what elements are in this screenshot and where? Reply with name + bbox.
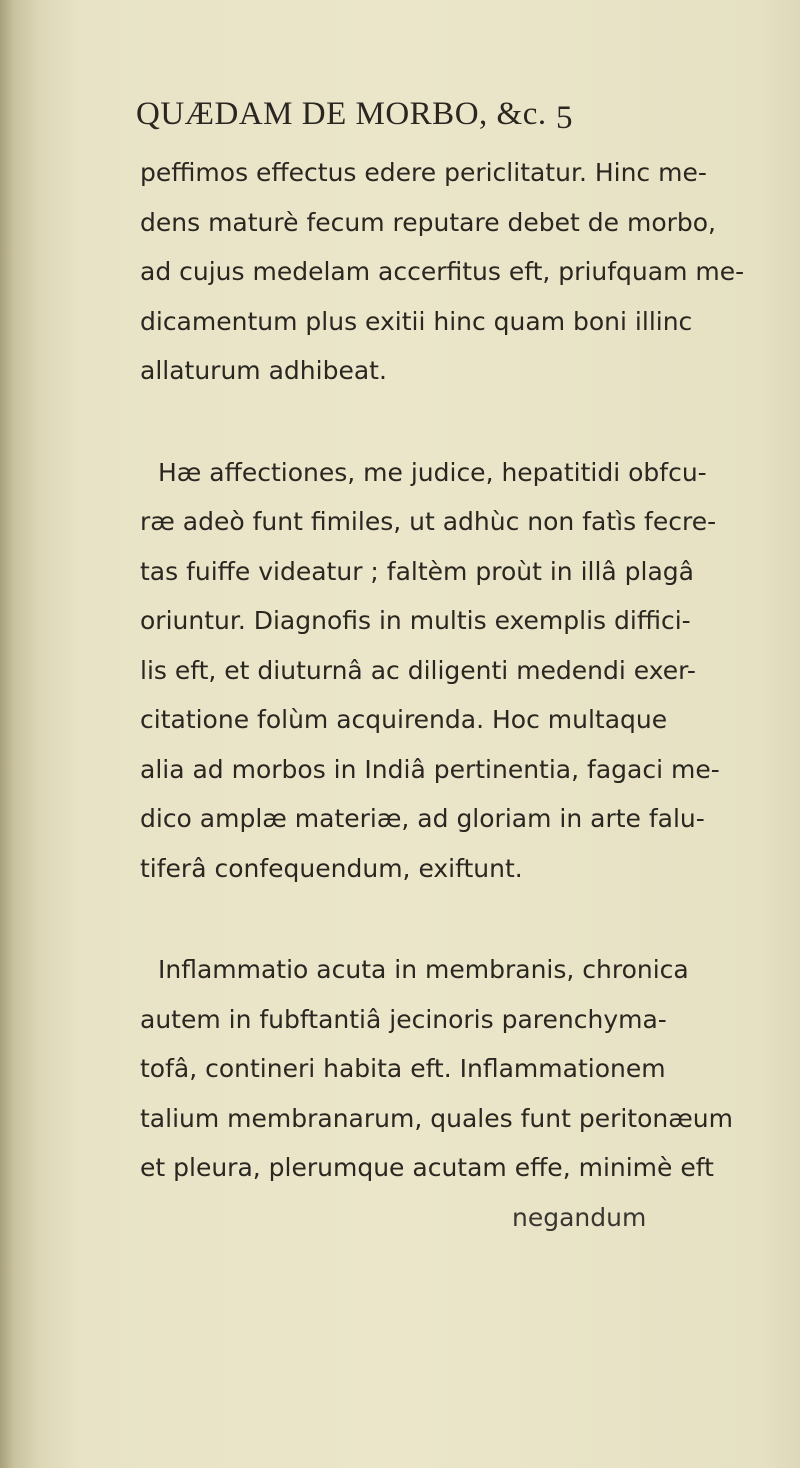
text-line: tas fuiffe videatur ; faltèm proùt in illâ plagâ: [140, 556, 694, 586]
paragraph-2: [140, 448, 780, 894]
catchword: negandum: [512, 1202, 647, 1232]
text-line: dicamentum plus exitii hinc quam boni illinc: [140, 306, 693, 336]
paragraph-spacer: [140, 396, 780, 448]
text-line: ræ adeò funt fimiles, ut adhùc non fatìs fecre-: [140, 507, 717, 536]
paragraph-spacer: [140, 893, 780, 945]
text-line: lis eft, et diuturnâ ac diligenti medendi exer-: [140, 655, 696, 685]
text-line: tiferâ confequendum, exiftunt.: [140, 853, 523, 883]
running-title: QUÆDAM DE MORBO, &c.: [136, 96, 547, 132]
text-line: oriuntur. Diagnofis in multis exemplis diffici-: [140, 606, 691, 635]
paragraph-1: [140, 148, 780, 396]
text-line: allaturum adhibeat.: [140, 356, 387, 385]
body-text: [140, 148, 780, 1242]
text-line: Hæ affectiones, me judice, hepatitidi obfcu-: [158, 457, 707, 487]
text-line: ad cujus medelam accerfitus eft, priufquam me-: [140, 257, 745, 286]
text-line: autem in fubftantiâ jecinoris parenchyma-: [140, 1004, 667, 1034]
text-line: citatione folùm acquirenda. Hoc multaque: [140, 705, 668, 734]
text-line: talium membranarum, quales funt peritonæum: [140, 1103, 733, 1133]
text-line: peffimos effectus edere periclitatur. Hinc me-: [140, 158, 707, 187]
paragraph-3: [140, 945, 780, 1193]
text-line: et pleura, plerumque acutam effe, minimè eft: [140, 1153, 714, 1182]
page-number: 5: [556, 100, 573, 136]
text-line: Inflammatio acuta in membranis, chronica: [158, 955, 689, 984]
text-line: dens maturè fecum reputare debet de morbo,: [140, 207, 717, 237]
text-line: alia ad morbos in Indiâ pertinentia, fagaci me-: [140, 754, 720, 784]
page-header: [0, 96, 800, 146]
text-line: dico amplæ materiæ, ad gloriam in arte falu-: [140, 804, 705, 833]
text-line: tofâ, contineri habita eft. Inflammationem: [140, 1054, 666, 1083]
